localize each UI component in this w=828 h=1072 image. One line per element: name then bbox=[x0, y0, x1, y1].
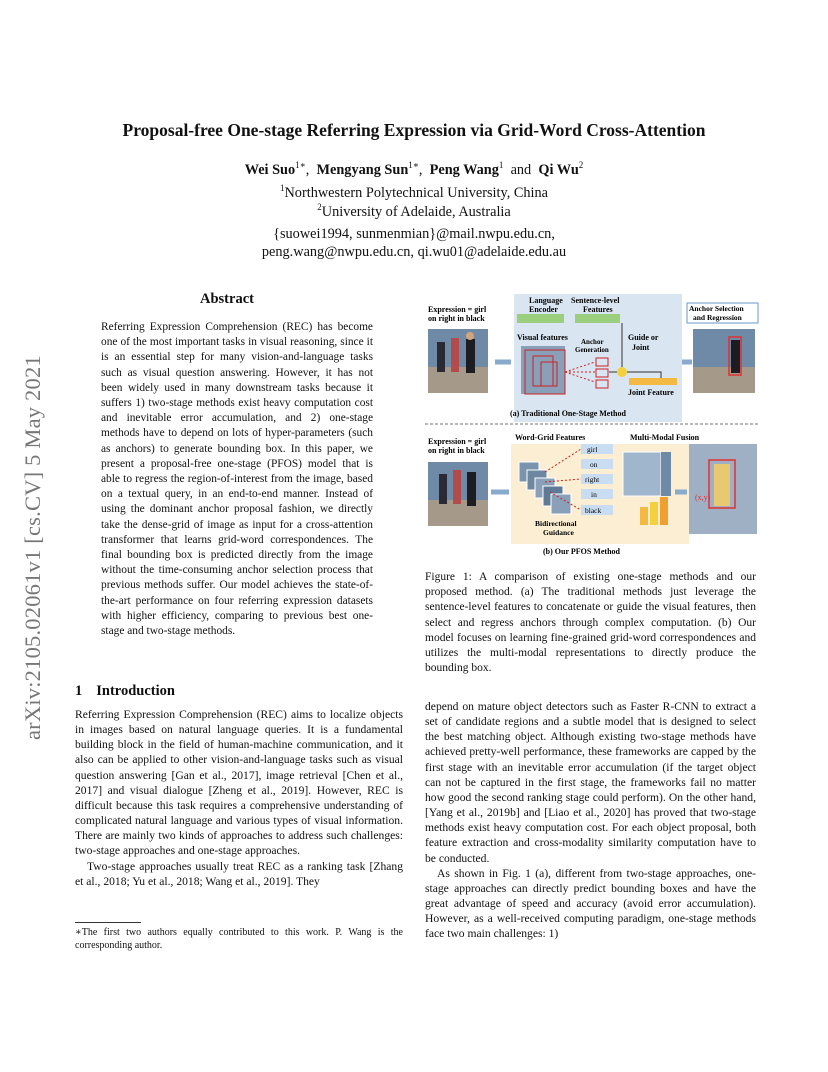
paragraph: Two-stage approaches usually treat REC as a ranking task [Zhang et al., 2018; Yu et al., 2018; Wang et al., 2019]. They bbox=[75, 859, 403, 888]
author-separator: , bbox=[418, 161, 423, 178]
word-token: right bbox=[585, 475, 600, 484]
expression-a-line1: Expression = girl bbox=[428, 305, 487, 314]
author-mark: 1∗ bbox=[408, 160, 419, 170]
anchor-selection-1: Anchor Selection bbox=[689, 304, 744, 313]
photo-b bbox=[428, 462, 488, 526]
arxiv-identifier: arXiv:2105.02061v1 [cs.CV] 5 May 2021 bbox=[20, 355, 45, 740]
author-name: Wei Suo bbox=[244, 161, 296, 178]
sentence-level-1: Sentence-level bbox=[571, 296, 620, 305]
section-title: Introduction bbox=[96, 683, 175, 699]
affiliation-2 bbox=[60, 202, 768, 221]
author-name: Qi Wu bbox=[538, 161, 579, 178]
author-mark: 1 bbox=[498, 160, 504, 170]
author-name: Peng Wang bbox=[429, 161, 499, 178]
word-token: black bbox=[585, 506, 602, 515]
figure-1-diagram bbox=[425, 292, 759, 562]
affiliation-text: Northwestern Polytechnical University, China bbox=[284, 184, 548, 201]
word-token: on bbox=[590, 460, 598, 469]
expression-b-line1: Expression = girl bbox=[428, 437, 487, 446]
affiliation-mark: 2 bbox=[317, 202, 322, 212]
left-column-body bbox=[75, 707, 403, 889]
photo-a-result bbox=[693, 329, 755, 393]
author-mark: 2 bbox=[578, 160, 584, 170]
affiliation-1 bbox=[60, 183, 768, 202]
subcaption-a: (a) Traditional One-Stage Method bbox=[510, 409, 626, 418]
figure-caption: Figure 1: A comparison of existing one-stage methods and our proposed method. (a) The traditional methods just leverage the sentence-level features to concatenate or guide the visual features, then select and regress anchors through complex computation. (b) Our model focuses on learning fine-grained grid-word correspondences and utilizes the multi-modal representations to directly produce the bounding box. bbox=[425, 571, 756, 675]
multi-modal-label: Multi-Modal Fusion bbox=[630, 433, 700, 442]
visual-features-label: Visual features bbox=[517, 333, 568, 342]
author-separator: , bbox=[305, 161, 310, 178]
figure-1 bbox=[425, 292, 759, 562]
language-encoder-1: Language bbox=[529, 296, 563, 305]
section-number: 1 bbox=[75, 683, 83, 699]
anchor-generation-1: Anchor bbox=[581, 338, 604, 346]
author-and: and bbox=[510, 161, 532, 178]
section-heading bbox=[75, 683, 175, 700]
abstract-heading: Abstract bbox=[200, 291, 254, 307]
expression-a-line2: on right in black bbox=[428, 314, 485, 323]
affiliation-mark: 1 bbox=[279, 183, 285, 193]
expression-b-line2: on right in black bbox=[428, 446, 485, 455]
joint-feature-label: Joint Feature bbox=[628, 388, 674, 397]
fusion-node bbox=[617, 367, 627, 377]
bidirectional-1: Bidirectional bbox=[535, 519, 577, 528]
footnote: ∗The first two authors equally contributed to this work. P. Wang is the corresponding author. bbox=[75, 927, 403, 951]
anchor-generation-2: Generation bbox=[575, 346, 609, 354]
paragraph: As shown in Fig. 1 (a), different from two-stage approaches, one-stage approaches can directly predict bounding boxes and have the great advantage of speed and accuracy (avoid error accumulation). However, as a well-received computing paradigm, one-stage methods face two main challenges: 1) bbox=[425, 866, 756, 941]
author-mark: 1∗ bbox=[295, 160, 306, 170]
bidirectional-2: Guidance bbox=[543, 528, 574, 537]
joint-feature-bar bbox=[629, 378, 677, 385]
box-coordinate-label: (x,y) bbox=[695, 493, 711, 502]
email-line-2: peng.wang@nwpu.edu.cn, qi.wu01@adelaide.edu.au bbox=[261, 244, 567, 260]
language-encoder-2: Encoder bbox=[529, 305, 558, 314]
email-line-1: {suowei1994, sunmenmian}@mail.nwpu.edu.cn, bbox=[273, 226, 555, 242]
sentence-level-bar bbox=[575, 314, 620, 323]
author-name: Mengyang Sun bbox=[316, 161, 409, 178]
word-grid-label: Word-Grid Features bbox=[515, 433, 586, 442]
abstract-text: Referring Expression Comprehension (REC) has become one of the most important tasks in visual reasoning, since it is an essential step for many vision-and-language tasks such as visual question answering. However, it has not been widely used in many downstream tasks because it suffers 1) two-stage methods exist heavy computation cost and inevitable error accumulation, and 2) one-stage methods have to depend on lots of hyper-parameters (such as anchors) to generate bounding box. In this paper, we present a proposal-free one-stage (PFOS) model that is able to regress the region-of-interest from the image, based on a textual query, in an end-to-end manner. Instead of using the dominant anchor proposal fashion, we directly take the dense-grid of image as input for a cross-attention transformer that learns grid-word correspondences. The final bounding box is predicted directly from the image without the time-consuming anchor selection process that previous methods suffer. Our model achieves the state-of-the-art performance on four referring expression datasets with higher efficiency, comparing to previous best one-stage and two-stage methods. bbox=[101, 321, 373, 638]
word-token: in bbox=[591, 490, 597, 499]
subcaption-b: (b) Our PFOS Method bbox=[543, 547, 620, 556]
paper-title: Proposal-free One-stage Referring Expression via Grid-Word Cross-Attention bbox=[122, 120, 706, 140]
word-token: girl bbox=[587, 445, 598, 454]
photo-a bbox=[428, 329, 488, 393]
paragraph: Referring Expression Comprehension (REC) aims to localize objects in images based on natural language queries. It is a fundamental building block in the field of human-machine communication, and it also can be applied to other vision-and-language tasks such as visual question answering [Gan et al., 2017], image retrieval [Chen et al., 2017] and visual dialogue [Zheng et al., 2019]. However, REC is difficult because this task requires a comprehensive understanding of complicated natural language and various types of visual information. There are mainly two kinds of approaches to address such challenges: two-stage approaches and one-stage approaches. bbox=[75, 708, 403, 858]
author-list bbox=[60, 160, 768, 179]
photo-b-result bbox=[689, 444, 757, 534]
affiliation-text: University of Adelaide, Australia bbox=[321, 203, 511, 220]
right-column-body bbox=[425, 699, 756, 942]
guide-or-joint-1: Guide or bbox=[628, 333, 659, 342]
language-encoder-bar bbox=[517, 314, 564, 323]
sentence-level-2: Features bbox=[583, 305, 613, 314]
guide-or-joint-2: Joint bbox=[632, 343, 650, 352]
paragraph: depend on mature object detectors such as Faster R-CNN to extract a set of candidate regions and a subtle model that is designed to select the best matching object. Although existing two-stage methods have achieved pretty-well performance, these frameworks are capped by the first stage with an inevitable error accumulation (if the target object can not be captured in the first stage, the frameworks fail no matter how good the second ranking stage could perform). On the other hand, [Yang et al., 2019b] and [Liao et al., 2020] has proved that two-stage methods exist heavy computation cost. For each object proposal, both feature extraction and cross-modality similarity computation have to be conducted. bbox=[425, 700, 756, 865]
footnote-divider bbox=[75, 922, 141, 923]
anchor-selection-2: and Regression bbox=[693, 313, 742, 322]
